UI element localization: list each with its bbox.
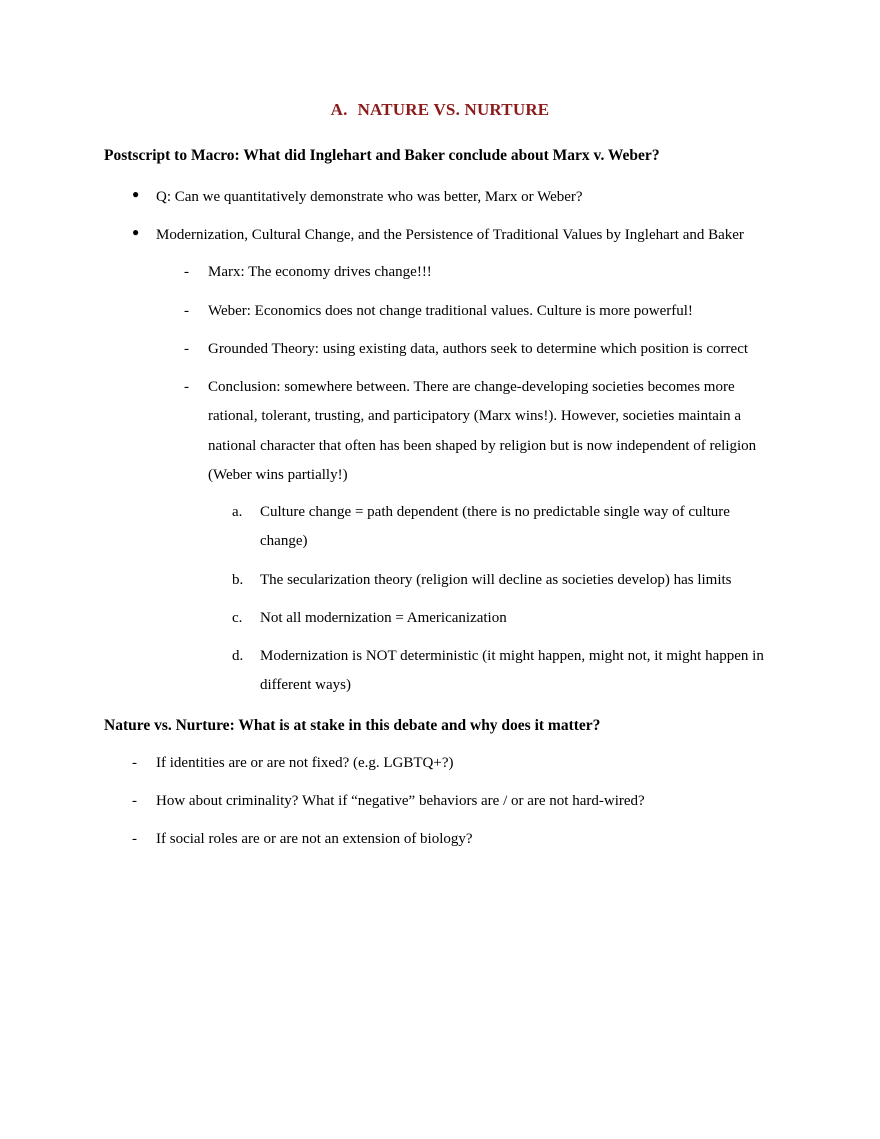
list-item-text: Modernization is NOT deterministic (it might happen, might not, it might happen in different ways) (260, 648, 764, 694)
dash-list-level2 (156, 258, 776, 700)
list-marker: d. (232, 648, 244, 665)
page-title-text: NATURE VS. NURTURE (357, 100, 550, 119)
list-item (104, 183, 776, 212)
list-item (208, 642, 776, 701)
section-heading-postscript: Postscript to Macro: What did Inglehart and Baker conclude about Marx v. Weber? (104, 147, 660, 164)
dash-icon: - (184, 264, 189, 281)
bullet-list-level1 (104, 183, 776, 701)
list-item (156, 258, 776, 287)
list-item-text: Grounded Theory: using existing data, authors seek to determine which position is correct (208, 340, 749, 357)
ordered-list-level3 (208, 498, 776, 701)
page-title-label: A. (330, 100, 348, 119)
bullet-icon: ● (132, 225, 140, 240)
list-item (208, 566, 776, 595)
list-item-text: Weber: Economics does not change traditional values. Culture is more powerful! (208, 302, 693, 319)
list-item-text: Marx: The economy drives change!!! (208, 264, 432, 281)
list-item (156, 297, 776, 326)
list-item-text: If identities are or are not fixed? (e.g. LGBTQ+?) (156, 754, 454, 771)
list-item (156, 335, 776, 364)
list-item-text: Culture change = path dependent (there is no predictable single way of culture change) (260, 504, 730, 550)
dash-icon: - (184, 379, 189, 396)
dash-icon: - (132, 831, 137, 848)
list-marker: b. (232, 571, 244, 588)
list-item-text: If social roles are or are not an extension of biology? (156, 831, 473, 848)
list-item-text: The secularization theory (religion will decline as societies develop) has limits (260, 571, 732, 588)
bullet-icon: ● (132, 186, 140, 201)
list-item-text: Conclusion: somewhere between. There are change-developing societies becomes more rational, tolerant, trusting, and participatory (Marx wins!). However, societies maintain a national character that often has been shaped by religion but is now independent of religion (Weber wins partially!) (208, 379, 757, 483)
list-item (208, 498, 776, 557)
dash-icon: - (132, 792, 137, 809)
list-item-text: Not all modernization = Americanization (260, 609, 507, 626)
list-marker: a. (232, 504, 243, 521)
list-item (104, 221, 776, 701)
dash-icon: - (184, 302, 189, 319)
list-marker: c. (232, 609, 243, 626)
list-item (104, 787, 776, 816)
page-title (104, 96, 776, 120)
dash-icon: - (184, 340, 189, 357)
list-item-text: How about criminality? What if “negative” behaviors are / or are not hard-wired? (156, 792, 645, 809)
dash-icon: - (132, 754, 137, 771)
section-heading-nature-vs-nurture: Nature vs. Nurture: What is at stake in this debate and why does it matter? (104, 716, 601, 734)
list-item-text: Q: Can we quantitatively demonstrate who was better, Marx or Weber? (156, 188, 583, 205)
list-item-text: Modernization, Cultural Change, and the Persistence of Traditional Values by Inglehart and Baker (156, 227, 744, 244)
dash-list-questions (104, 749, 776, 855)
list-item (104, 825, 776, 854)
list-item (156, 373, 776, 701)
list-item (208, 604, 776, 633)
list-item (104, 749, 776, 778)
